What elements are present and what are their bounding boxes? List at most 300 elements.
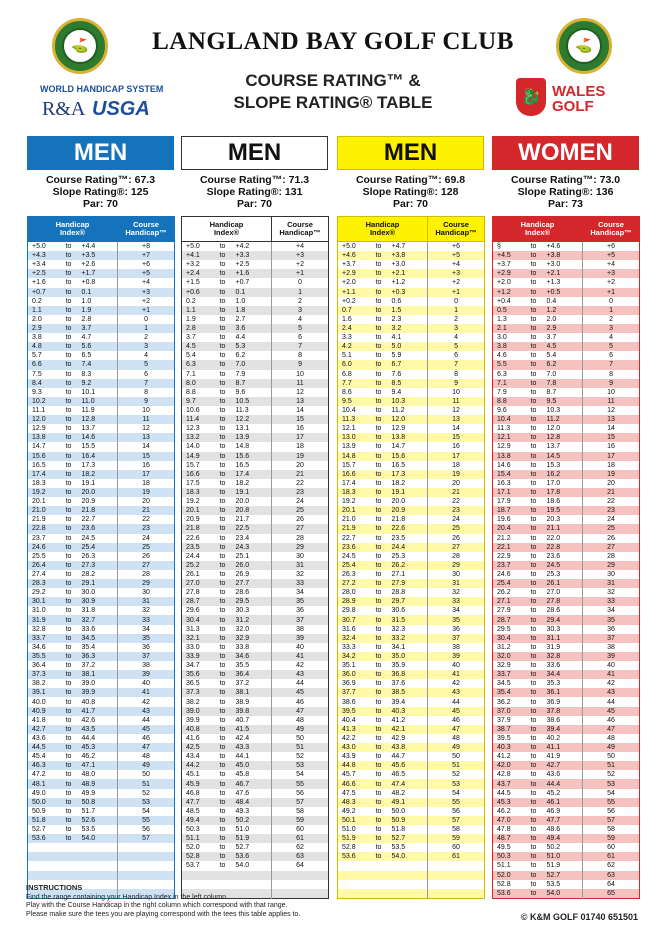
index-to: 7.0 (235, 361, 246, 369)
index-from: 38.6 (342, 698, 356, 706)
table-row (338, 506, 485, 515)
index-from: 12.1 (342, 425, 356, 433)
course-handicap: 47 (272, 707, 329, 716)
course-handicap: 3 (428, 324, 485, 333)
table-row (28, 324, 175, 333)
table-row (493, 679, 640, 688)
index-from: +4.5 (497, 252, 511, 260)
course-handicap: 12 (272, 388, 329, 397)
range-to: to (219, 625, 226, 633)
course-handicap: 27 (118, 561, 175, 570)
table-row (493, 342, 640, 351)
table-row (28, 716, 175, 725)
course-handicap: 13 (428, 415, 485, 424)
index-to: 46.5 (391, 771, 406, 779)
index-to: +0.5 (546, 288, 561, 296)
index-from: 46.3 (32, 762, 46, 770)
index-to: 38.1 (235, 689, 250, 697)
range-to: to (375, 652, 382, 660)
index-from: 8.8 (186, 388, 196, 396)
table-row (28, 251, 175, 260)
table-row (493, 370, 640, 379)
range-to: to (375, 498, 382, 506)
table-row (182, 707, 329, 716)
range-to: to (219, 698, 226, 706)
table-row (493, 843, 640, 852)
course-handicap: 46 (583, 716, 640, 725)
index-to: 42.9 (391, 734, 406, 742)
range-to: to (530, 315, 537, 323)
slope-rating: Slope Rating®: 128 (362, 186, 459, 198)
index-to: 12.8 (81, 416, 96, 424)
index-from: 43.7 (497, 780, 511, 788)
index-to: 9.2 (81, 379, 92, 387)
course-handicap: 30 (428, 570, 485, 579)
course-handicap: 4 (583, 333, 640, 342)
course-handicap: 23 (272, 488, 329, 497)
range-to: to (375, 379, 382, 387)
table-row (28, 816, 175, 825)
course-handicap: 17 (428, 452, 485, 461)
table-row (338, 661, 485, 670)
crest-icon: ⛳ (62, 28, 98, 64)
course-handicap: +3 (118, 288, 175, 297)
course-handicap: 24 (118, 534, 175, 543)
range-to: to (530, 871, 537, 879)
table-header-row (493, 217, 640, 242)
index-to: 16.2 (546, 470, 561, 478)
usga-logo: USGA (92, 98, 150, 120)
course-handicap: 29 (118, 579, 175, 588)
course-handicap: 10 (428, 388, 485, 397)
course-handicap: 39 (428, 652, 485, 661)
course-handicap: 26 (428, 534, 485, 543)
index-to: +2.5 (235, 261, 250, 269)
range-to: to (65, 826, 72, 834)
course-handicap: 26 (583, 534, 640, 543)
course-handicap: 45 (428, 707, 485, 716)
range-to: to (219, 416, 226, 424)
index-to: 4.4 (235, 334, 246, 342)
table-row (493, 379, 640, 388)
range-to: to (65, 434, 72, 442)
range-to: to (530, 543, 537, 551)
range-to: to (65, 525, 72, 533)
index-from: 30.4 (186, 616, 200, 624)
course-handicap: 20 (428, 479, 485, 488)
index-to: 43.6 (546, 771, 561, 779)
course-handicap: 15 (118, 452, 175, 461)
index-to: 51.8 (391, 826, 406, 834)
course-handicap: 18 (428, 461, 485, 470)
index-to: 0.1 (81, 288, 92, 296)
index-from: 5.5 (497, 361, 507, 369)
index-from: 11.3 (342, 416, 356, 424)
index-to: 49.1 (391, 798, 406, 806)
table-row (338, 260, 485, 269)
index-from: +2.5 (32, 270, 46, 278)
index-from: 35.4 (497, 689, 511, 697)
range-to: to (375, 543, 382, 551)
table-row (338, 789, 485, 798)
index-to: +1.2 (391, 279, 406, 287)
table-row (493, 825, 640, 834)
table-row (338, 889, 485, 899)
index-from: 36.0 (342, 671, 356, 679)
table-row (338, 798, 485, 807)
index-from: 52.8 (186, 853, 200, 861)
index-to: 8.5 (391, 379, 402, 387)
index-to: 9.6 (235, 388, 246, 396)
range-to: to (65, 598, 72, 606)
course-handicap: 1 (428, 306, 485, 315)
table-row (28, 588, 175, 597)
handicap-table (337, 216, 485, 899)
course-handicap: 54 (272, 770, 329, 779)
whs-logo-text: WORLD HANDICAP SYSTEM (40, 84, 164, 94)
course-handicap: 63 (583, 871, 640, 880)
course-handicap: 36 (118, 643, 175, 652)
range-to: to (375, 734, 382, 742)
range-to: to (219, 434, 226, 442)
range-to: to (219, 652, 226, 660)
course-handicap: 10 (118, 406, 175, 415)
table-row (493, 452, 640, 461)
course-handicap: 6 (428, 351, 485, 360)
range-to: to (65, 662, 72, 670)
range-to: to (530, 279, 537, 287)
index-from: 0.2 (186, 297, 196, 305)
table-row (182, 825, 329, 834)
index-to: 25.4 (81, 543, 96, 551)
course-handicap: +6 (428, 242, 485, 252)
ra-logo: R&A (42, 98, 86, 120)
course-handicap: 16 (428, 442, 485, 451)
handicap-index-header: Handicap Index® (493, 217, 583, 242)
table-row (493, 306, 640, 315)
course-handicap: 22 (583, 497, 640, 506)
table-row (182, 260, 329, 269)
course-handicap (118, 871, 175, 880)
index-from: 40.0 (32, 698, 46, 706)
table-row (28, 707, 175, 716)
index-to: 16.4 (81, 452, 96, 460)
course-handicap: 31 (272, 561, 329, 570)
index-from: 22.7 (342, 534, 356, 542)
table-row (338, 251, 485, 260)
table-row (338, 288, 485, 297)
handicap-index-header: Handicap Index® (182, 217, 272, 242)
index-to: 29.7 (391, 598, 406, 606)
index-from: 40.9 (32, 707, 46, 715)
range-to: to (375, 680, 382, 688)
table-row (338, 534, 485, 543)
range-to: to (530, 798, 537, 806)
table-row (338, 634, 485, 643)
course-handicap: 14 (428, 424, 485, 433)
table-row (28, 379, 175, 388)
index-to: 47.1 (81, 762, 96, 770)
table-row (338, 779, 485, 788)
range-to: to (65, 753, 72, 761)
index-from: § (497, 243, 501, 251)
course-handicap: 48 (272, 716, 329, 725)
range-to: to (65, 580, 72, 588)
course-handicap: 63 (272, 852, 329, 861)
course-handicap: 23 (428, 506, 485, 515)
index-from: 5.4 (186, 352, 196, 360)
index-from: 32.8 (32, 625, 46, 633)
range-to: to (65, 516, 72, 524)
index-from: 44.8 (342, 762, 356, 770)
table-row (182, 342, 329, 351)
index-from: 7.7 (342, 379, 352, 387)
table-row (338, 816, 485, 825)
range-to: to (530, 643, 537, 651)
index-from (338, 871, 368, 880)
index-from: 36.5 (186, 680, 200, 688)
instructions: INSTRUCTIONS Find the range containing your Handicap Index in the left column. Play with the Course Handicap in the right column which correspond with that range. Please make sure the tees you are playing correspond with the tees this table applies to. (26, 883, 301, 918)
index-from: 32.0 (497, 652, 511, 660)
course-handicap: 59 (428, 834, 485, 843)
course-handicap: 59 (272, 816, 329, 825)
course-handicap: 7 (272, 342, 329, 351)
course-handicap: 13 (272, 397, 329, 406)
index-from: 19.2 (32, 489, 46, 496)
table-row (28, 315, 175, 324)
index-to: 10.5 (235, 397, 250, 405)
range-to: to (219, 680, 226, 688)
index-from (338, 880, 368, 889)
index-to: +4.4 (81, 243, 96, 251)
course-handicap: 20 (272, 461, 329, 470)
index-to: 31.2 (235, 616, 250, 624)
index-from: 3.7 (186, 334, 196, 342)
range-to: to (530, 671, 537, 679)
course-handicap: 56 (428, 807, 485, 816)
range-to: to (375, 489, 382, 496)
index-from: +0.2 (342, 297, 356, 305)
index-to: 46.7 (235, 780, 250, 788)
index-to: 12.0 (391, 416, 406, 424)
table-row (182, 843, 329, 852)
index-to: 5.6 (81, 343, 92, 351)
index-from: 6.3 (186, 361, 196, 369)
course-handicap: 16 (118, 461, 175, 470)
course-handicap: 42 (583, 679, 640, 688)
table-row (493, 278, 640, 287)
index-to: 39.9 (81, 689, 96, 697)
table-row (28, 743, 175, 752)
course-handicap: 20 (118, 497, 175, 506)
index-to: 39.8 (235, 707, 250, 715)
index-to: +4.7 (391, 243, 406, 251)
table-row (182, 333, 329, 342)
course-handicap: 32 (583, 588, 640, 597)
range-to: to (219, 753, 226, 761)
range-to: to (375, 625, 382, 633)
table-row (182, 242, 329, 252)
index-from: 13.8 (32, 434, 46, 442)
range-to: to (65, 507, 72, 515)
index-to (390, 880, 428, 889)
index-to (234, 871, 272, 880)
range-to (212, 871, 234, 880)
course-handicap: +2 (428, 278, 485, 287)
index-from: 32.4 (342, 634, 356, 642)
course-handicap: 35 (118, 634, 175, 643)
index-to: 18.2 (81, 470, 96, 478)
course-handicap: 41 (428, 670, 485, 679)
course-handicap: 25 (583, 524, 640, 533)
course-handicap: +6 (583, 242, 640, 252)
index-to: 19.5 (546, 507, 561, 515)
course-handicap: 21 (428, 488, 485, 497)
table-row (493, 861, 640, 870)
table-row (493, 661, 640, 670)
handicap-table (27, 216, 175, 899)
course-handicap: 62 (272, 843, 329, 852)
course-handicap: 11 (583, 397, 640, 406)
table-row (493, 716, 640, 725)
course-handicap: 52 (272, 752, 329, 761)
index-to: 31.9 (546, 643, 561, 651)
index-to: 51.9 (546, 862, 561, 870)
table-row (28, 406, 175, 415)
index-from: 25.2 (186, 561, 200, 569)
table-row (338, 716, 485, 725)
index-to: 36.8 (391, 671, 406, 679)
range-to: to (65, 397, 72, 405)
index-to: 30.0 (81, 589, 96, 597)
index-from: 29.8 (342, 607, 356, 615)
range-to: to (530, 407, 537, 415)
range-to: to (530, 425, 537, 433)
index-to: 29.1 (81, 580, 96, 588)
course-handicap: 34 (118, 625, 175, 634)
table-row (28, 761, 175, 770)
index-to: 28.2 (81, 570, 96, 578)
index-from: 47.0 (497, 816, 511, 824)
index-from: 50.9 (32, 807, 46, 815)
range-to: to (375, 853, 382, 861)
index-to: 32.9 (235, 634, 250, 642)
index-from: 30.1 (32, 598, 46, 606)
range-to: to (375, 361, 382, 369)
index-to: 13.8 (391, 434, 406, 442)
course-handicap: 27 (583, 543, 640, 552)
index-to: 19.1 (391, 489, 406, 496)
table-row (28, 670, 175, 679)
table-row (28, 306, 175, 315)
index-to: 20.0 (235, 498, 250, 506)
index-to: 20.8 (235, 507, 250, 515)
course-handicap: 25 (118, 543, 175, 552)
course-handicap: 14 (583, 424, 640, 433)
index-from: 52.8 (497, 880, 511, 888)
index-to: 37.8 (546, 707, 561, 715)
index-to: 3.7 (546, 334, 557, 342)
table-row (28, 342, 175, 351)
range-to: to (530, 744, 537, 752)
table-row (28, 597, 175, 606)
course-handicap: 43 (118, 707, 175, 716)
course-handicap: 56 (272, 789, 329, 798)
index-to: 52.7 (546, 871, 561, 879)
table-row (338, 880, 485, 889)
table-row (182, 679, 329, 688)
index-from: 14.7 (32, 443, 46, 451)
table-row (338, 379, 485, 388)
index-to: 6.2 (235, 352, 246, 360)
course-handicap: +3 (583, 269, 640, 278)
index-from: 3.0 (497, 334, 507, 342)
table-row (182, 524, 329, 533)
course-handicap: +1 (428, 288, 485, 297)
table-row (182, 379, 329, 388)
table-row (28, 524, 175, 533)
index-from: 50.3 (497, 853, 511, 861)
index-to (80, 852, 118, 861)
index-to: 44.1 (235, 753, 250, 761)
course-handicap: 27 (272, 524, 329, 533)
course-handicap: 18 (118, 479, 175, 488)
range-to: to (375, 507, 382, 515)
index-to: 41.1 (546, 744, 561, 752)
course-handicap: 25 (272, 506, 329, 515)
table-row (338, 834, 485, 843)
table-row (28, 488, 175, 497)
index-to: 50.8 (81, 798, 96, 806)
course-handicap: 3 (118, 342, 175, 351)
index-from: 14.0 (186, 443, 200, 451)
index-to: 38.5 (391, 689, 406, 697)
range-to: to (530, 479, 537, 487)
course-handicap: 56 (583, 807, 640, 816)
index-to: 34.6 (235, 652, 250, 660)
index-to: 21.1 (546, 525, 561, 533)
index-from: 20.9 (186, 516, 200, 524)
range-to: to (530, 853, 537, 861)
index-to: 18.2 (391, 479, 406, 487)
table-row (493, 397, 640, 406)
course-handicap: 19 (118, 488, 175, 497)
range-to: to (219, 771, 226, 779)
table-row (338, 843, 485, 852)
range-to: to (375, 844, 382, 852)
index-from: 40.3 (497, 744, 511, 752)
index-to: 8.7 (546, 388, 557, 396)
index-from: 39.1 (32, 689, 46, 697)
table-row (182, 288, 329, 297)
index-from (338, 861, 368, 870)
index-to: 24.5 (81, 534, 96, 542)
table-row (182, 816, 329, 825)
index-from: 27.0 (186, 580, 200, 588)
range-to: to (65, 470, 72, 478)
range-to: to (375, 525, 382, 533)
course-handicap: 1 (272, 288, 329, 297)
range-to: to (375, 306, 382, 314)
index-from: 16.3 (497, 479, 511, 487)
range-to: to (375, 334, 382, 342)
course-handicap (428, 871, 485, 880)
index-to: 25.3 (546, 570, 561, 578)
table-row (182, 871, 329, 880)
table-row (182, 278, 329, 287)
range-to: to (219, 561, 226, 569)
index-to: 22.8 (546, 543, 561, 551)
